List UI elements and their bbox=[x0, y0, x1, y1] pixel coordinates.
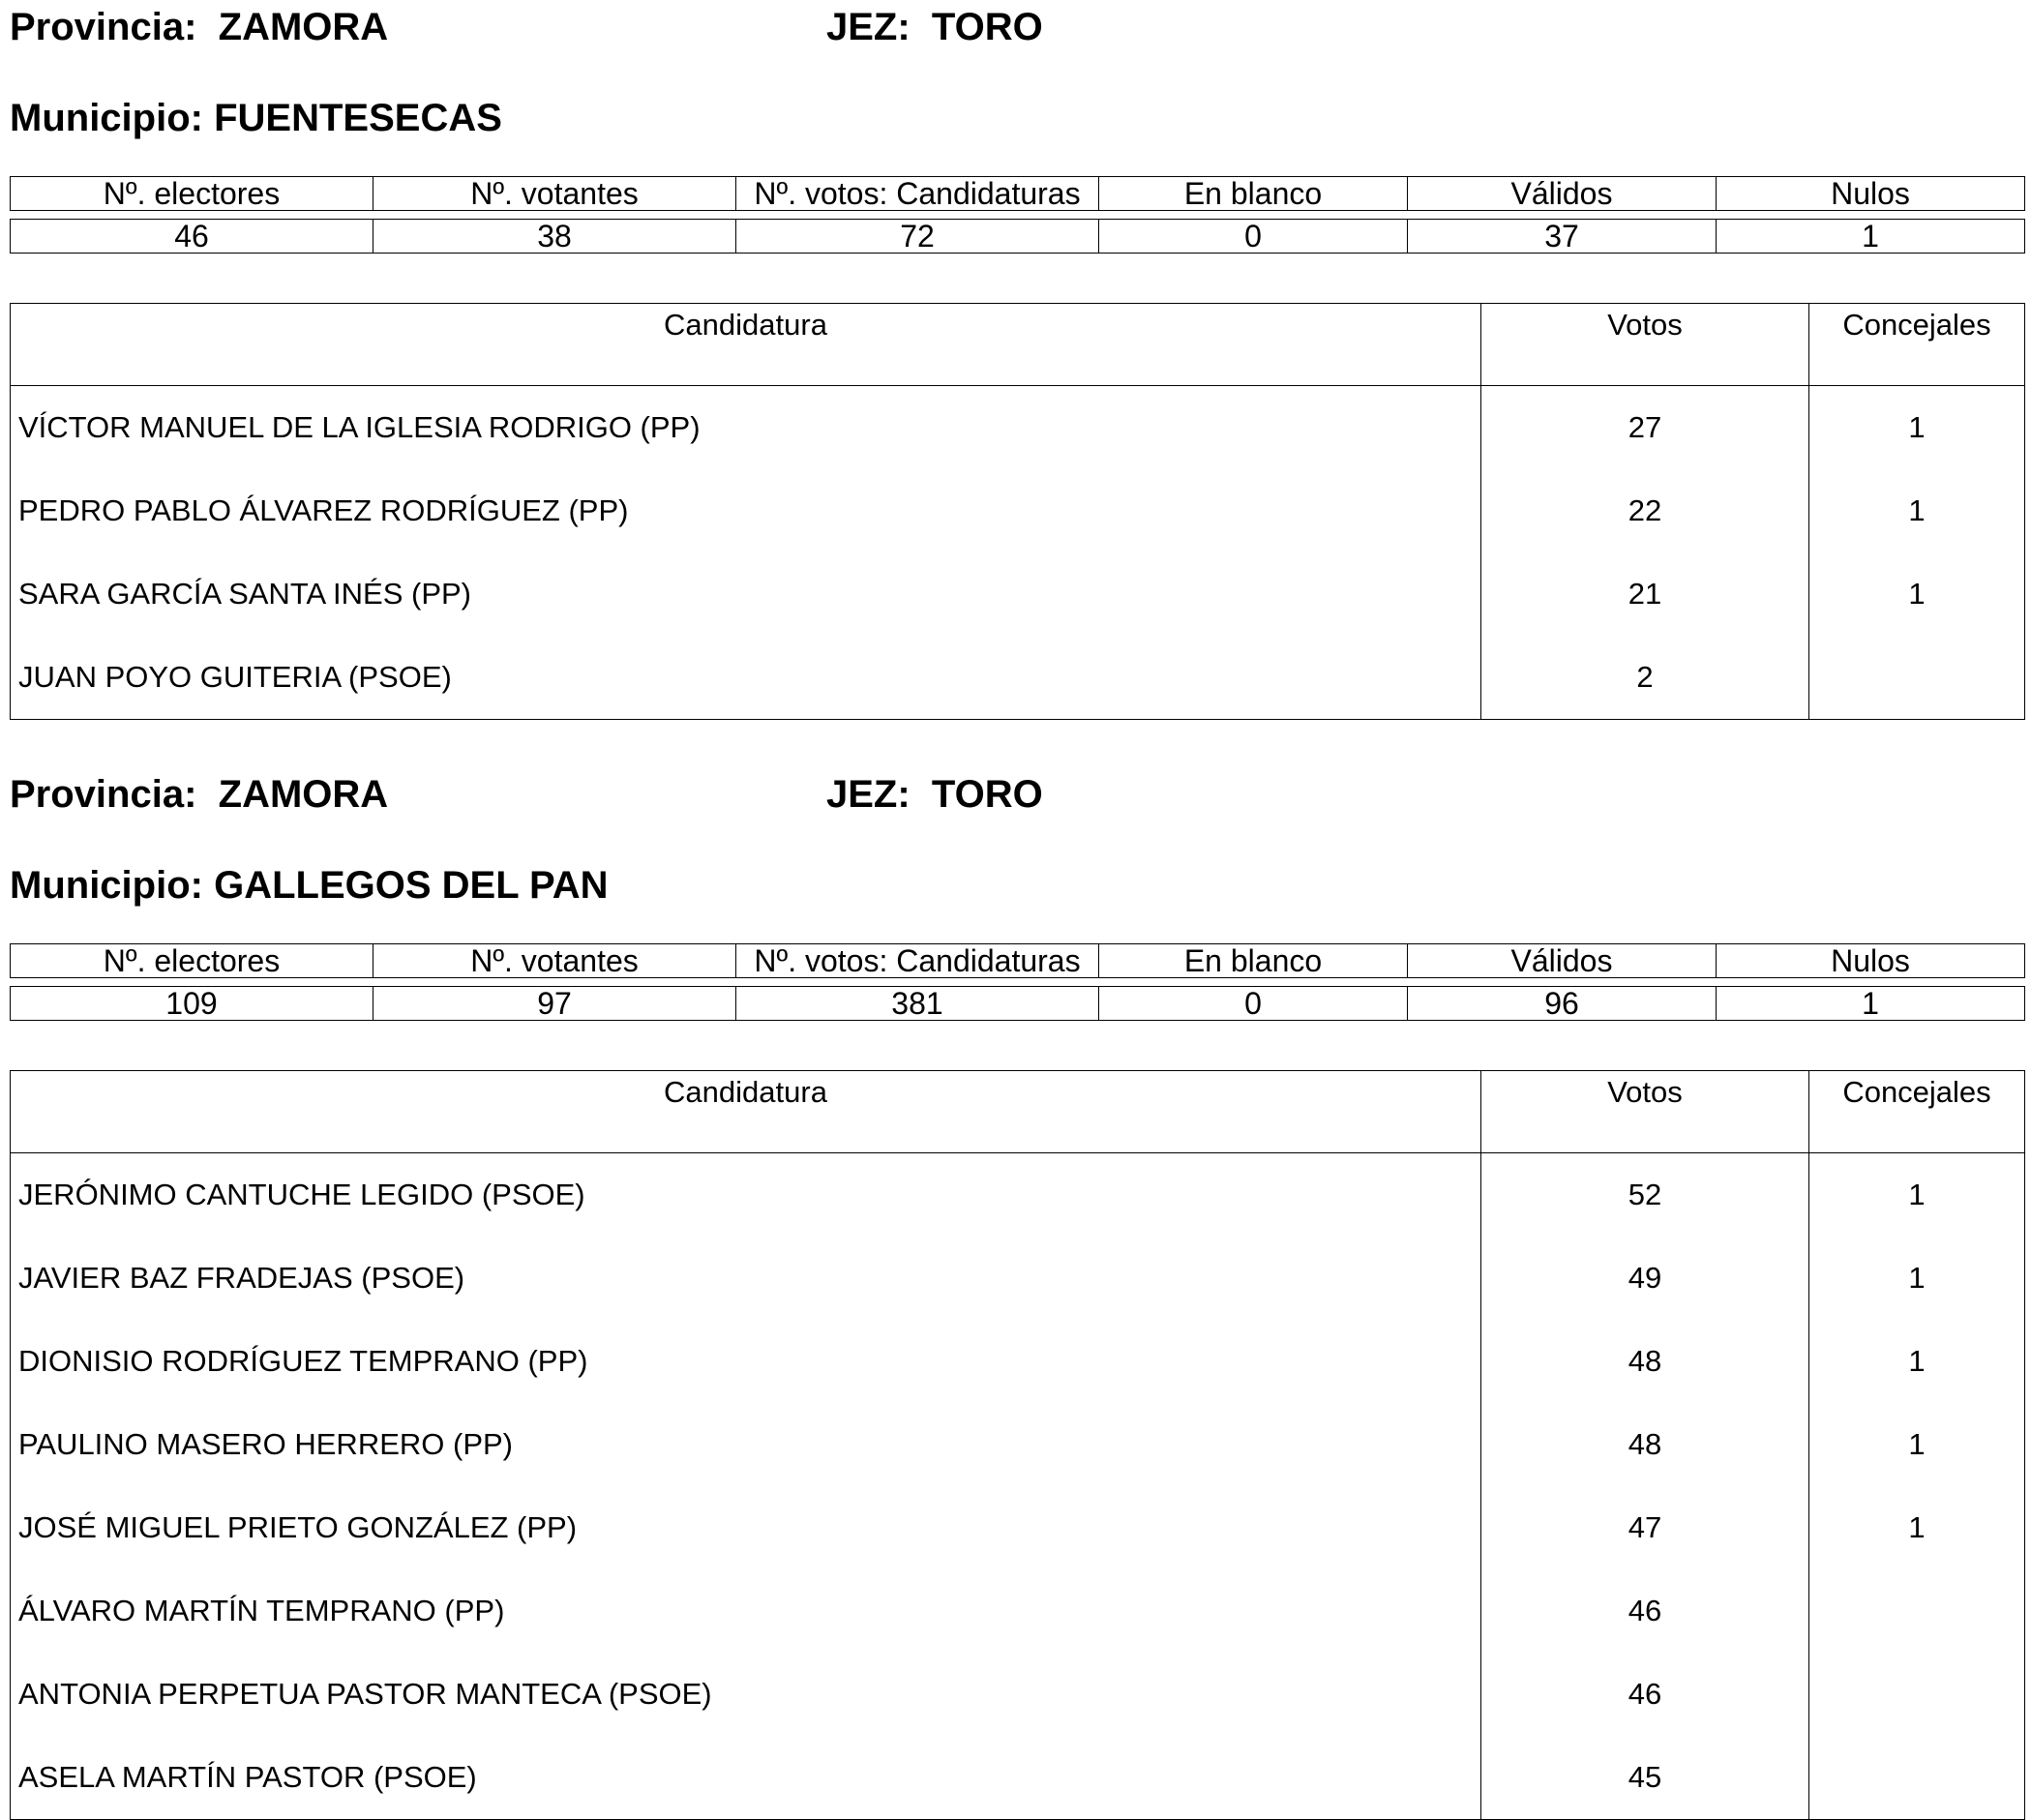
header-validos: Válidos bbox=[1408, 944, 1717, 978]
table-row bbox=[11, 1653, 2025, 1736]
candidate-concejales: 1 bbox=[1809, 1320, 2025, 1403]
candidate-name: PEDRO PABLO ÁLVAREZ RODRÍGUEZ (PP) bbox=[11, 469, 1481, 552]
table-row bbox=[11, 1320, 2025, 1403]
table-row bbox=[11, 1153, 2025, 1238]
value-validos: 96 bbox=[1408, 987, 1717, 1021]
header-electores: Nº. electores bbox=[11, 944, 373, 978]
summary-values-table bbox=[10, 986, 2025, 1021]
candidate-concejales: 1 bbox=[1809, 1237, 2025, 1320]
candidate-votos: 46 bbox=[1481, 1653, 1809, 1736]
table-row bbox=[11, 636, 2025, 720]
header-electores: Nº. electores bbox=[11, 177, 373, 211]
candidate-name: ÁLVARO MARTÍN TEMPRANO (PP) bbox=[11, 1569, 1481, 1653]
value-votantes: 38 bbox=[373, 220, 736, 254]
value-electores: 46 bbox=[11, 220, 373, 254]
header-votos-candidaturas: Nº. votos: Candidaturas bbox=[736, 944, 1099, 978]
candidate-votos: 49 bbox=[1481, 1237, 1809, 1320]
candidates-table bbox=[10, 303, 2025, 720]
candidate-votos: 52 bbox=[1481, 1153, 1809, 1238]
candidate-name: ANTONIA PERPETUA PASTOR MANTECA (PSOE) bbox=[11, 1653, 1481, 1736]
candidate-votos: 27 bbox=[1481, 386, 1809, 470]
table-row bbox=[11, 1237, 2025, 1320]
candidate-name: JERÓNIMO CANTUCHE LEGIDO (PSOE) bbox=[11, 1153, 1481, 1238]
candidate-concejales bbox=[1809, 636, 2025, 720]
header-votantes: Nº. votantes bbox=[373, 177, 736, 211]
jez-heading: JEZ: TORO bbox=[826, 773, 1043, 816]
candidate-votos: 45 bbox=[1481, 1736, 1809, 1820]
candidate-name: JOSÉ MIGUEL PRIETO GONZÁLEZ (PP) bbox=[11, 1486, 1481, 1569]
provincia-heading: Provincia: ZAMORA bbox=[10, 6, 389, 48]
value-nulos: 1 bbox=[1717, 987, 2025, 1021]
value-en-blanco: 0 bbox=[1099, 220, 1408, 254]
candidate-votos: 22 bbox=[1481, 469, 1809, 552]
candidate-name: ASELA MARTÍN PASTOR (PSOE) bbox=[11, 1736, 1481, 1820]
candidate-concejales: 1 bbox=[1809, 469, 2025, 552]
header-en-blanco: En blanco bbox=[1099, 177, 1408, 211]
column-votos: Votos bbox=[1481, 304, 1809, 386]
summary-header-table bbox=[10, 176, 2025, 211]
candidates-table bbox=[10, 1070, 2025, 1820]
candidate-concejales: 1 bbox=[1809, 386, 2025, 470]
summary-values-table bbox=[10, 219, 2025, 254]
value-nulos: 1 bbox=[1717, 220, 2025, 254]
value-votos-candidaturas: 72 bbox=[736, 220, 1099, 254]
candidate-concejales bbox=[1809, 1569, 2025, 1653]
candidate-votos: 2 bbox=[1481, 636, 1809, 720]
column-concejales: Concejales bbox=[1809, 1071, 2025, 1153]
candidate-concejales: 1 bbox=[1809, 552, 2025, 636]
value-en-blanco: 0 bbox=[1099, 987, 1408, 1021]
header-nulos: Nulos bbox=[1717, 944, 2025, 978]
table-row bbox=[11, 552, 2025, 636]
candidate-name: JUAN POYO GUITERIA (PSOE) bbox=[11, 636, 1481, 720]
candidate-votos: 46 bbox=[1481, 1569, 1809, 1653]
table-row bbox=[11, 469, 2025, 552]
column-candidatura: Candidatura bbox=[11, 1071, 1481, 1153]
jez-heading: JEZ: TORO bbox=[826, 6, 1043, 48]
value-validos: 37 bbox=[1408, 220, 1717, 254]
column-candidatura: Candidatura bbox=[11, 304, 1481, 386]
municipio-heading: Municipio: GALLEGOS DEL PAN bbox=[10, 864, 609, 907]
value-electores: 109 bbox=[11, 987, 373, 1021]
header-en-blanco: En blanco bbox=[1099, 944, 1408, 978]
header-validos: Válidos bbox=[1408, 177, 1717, 211]
table-row bbox=[11, 1569, 2025, 1653]
table-row bbox=[11, 386, 2025, 470]
header-votantes: Nº. votantes bbox=[373, 944, 736, 978]
candidate-votos: 48 bbox=[1481, 1403, 1809, 1486]
candidate-concejales: 1 bbox=[1809, 1486, 2025, 1569]
column-votos: Votos bbox=[1481, 1071, 1809, 1153]
candidate-concejales bbox=[1809, 1736, 2025, 1820]
provincia-heading: Provincia: ZAMORA bbox=[10, 773, 389, 816]
candidate-name: VÍCTOR MANUEL DE LA IGLESIA RODRIGO (PP) bbox=[11, 386, 1481, 470]
candidate-votos: 47 bbox=[1481, 1486, 1809, 1569]
header-nulos: Nulos bbox=[1717, 177, 2025, 211]
header-votos-candidaturas: Nº. votos: Candidaturas bbox=[736, 177, 1099, 211]
candidate-name: JAVIER BAZ FRADEJAS (PSOE) bbox=[11, 1237, 1481, 1320]
candidate-name: DIONISIO RODRÍGUEZ TEMPRANO (PP) bbox=[11, 1320, 1481, 1403]
table-row bbox=[11, 1736, 2025, 1820]
candidate-concejales bbox=[1809, 1653, 2025, 1736]
candidate-votos: 21 bbox=[1481, 552, 1809, 636]
column-concejales: Concejales bbox=[1809, 304, 2025, 386]
candidate-votos: 48 bbox=[1481, 1320, 1809, 1403]
value-votantes: 97 bbox=[373, 987, 736, 1021]
candidate-concejales: 1 bbox=[1809, 1153, 2025, 1238]
candidate-name: PAULINO MASERO HERRERO (PP) bbox=[11, 1403, 1481, 1486]
candidate-name: SARA GARCÍA SANTA INÉS (PP) bbox=[11, 552, 1481, 636]
municipio-heading: Municipio: FUENTESECAS bbox=[10, 97, 502, 139]
table-row bbox=[11, 1486, 2025, 1569]
candidate-concejales: 1 bbox=[1809, 1403, 2025, 1486]
table-row bbox=[11, 1403, 2025, 1486]
value-votos-candidaturas: 381 bbox=[736, 987, 1099, 1021]
summary-header-table bbox=[10, 943, 2025, 978]
